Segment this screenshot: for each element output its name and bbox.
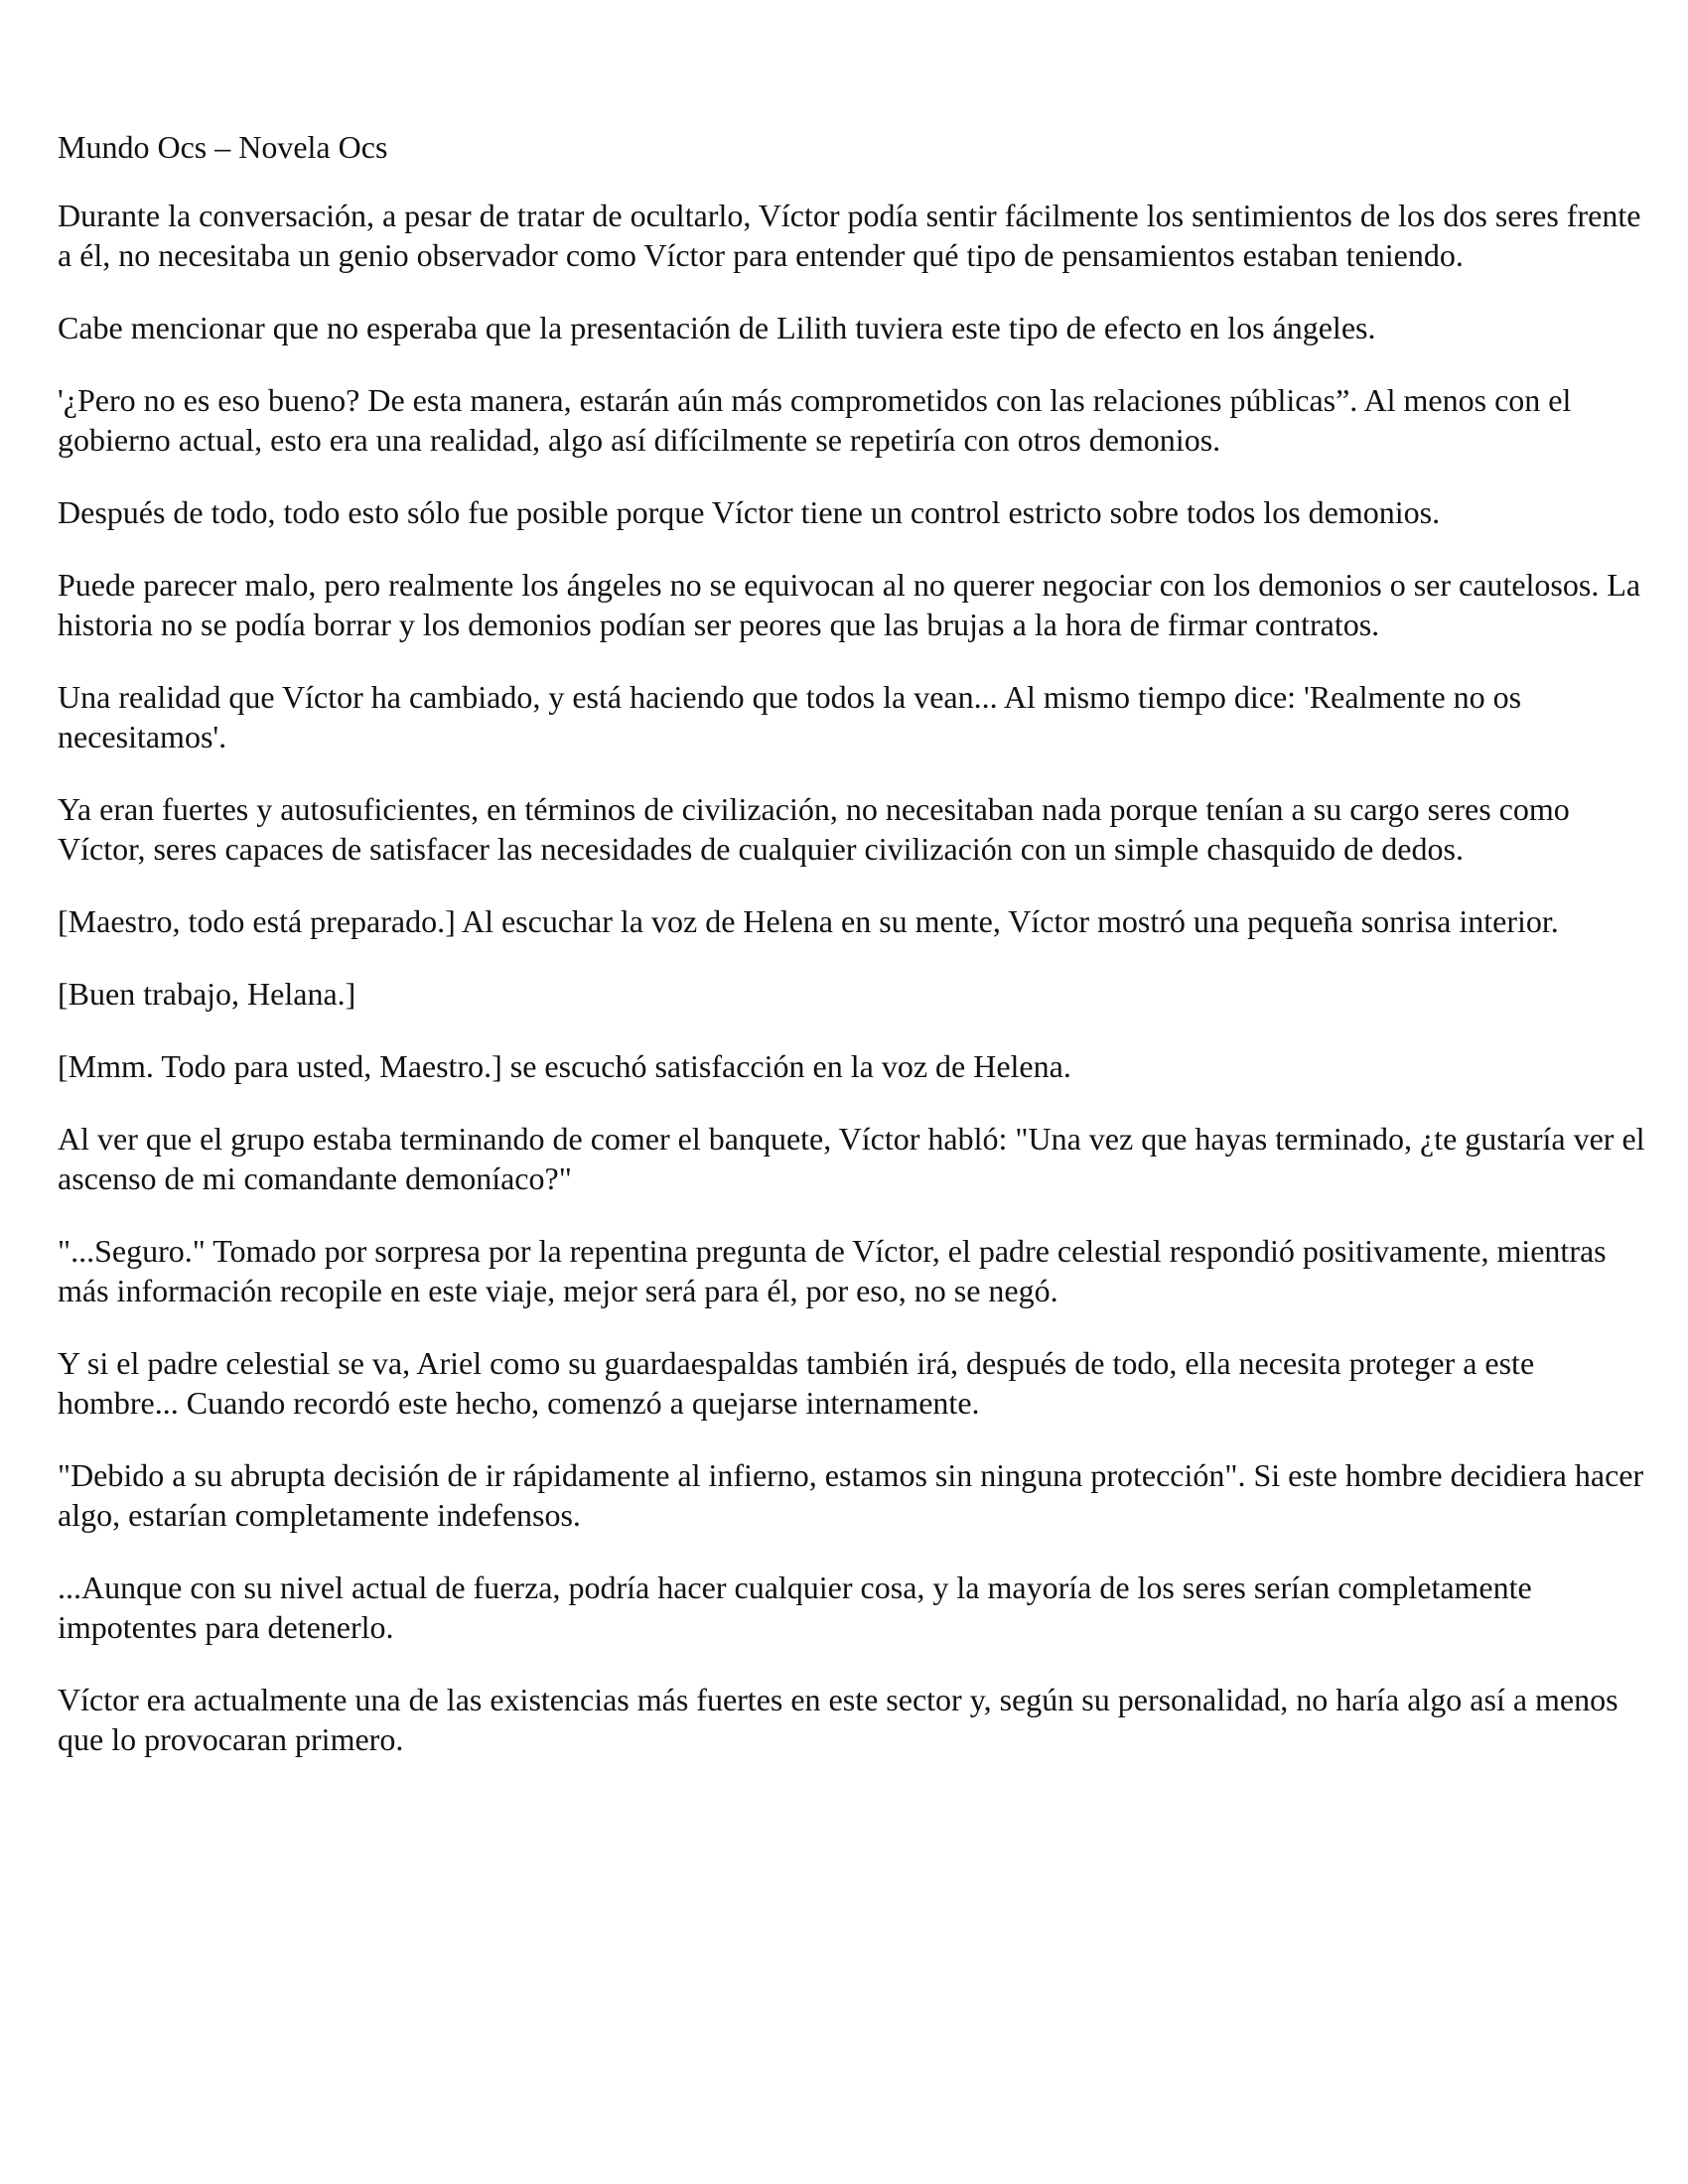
paragraph: "Debido a su abrupta decisión de ir rápidamente al infierno, estamos sin ninguna protección". Si este hombre decidiera hacer algo, estarían completamente indefensos.	[58, 1457, 1644, 1533]
paragraph: Cabe mencionar que no esperaba que la presentación de Lilith tuviera este tipo de efecto en los ángeles.	[58, 310, 1376, 345]
paragraph: '¿Pero no es eso bueno? De esta manera, estarán aún más comprometidos con las relaciones públicas”. Al menos con el gobierno actual, esto era una realidad, algo así difícilmente se repetiría con otros demonios.	[58, 382, 1572, 458]
paragraph: Ya eran fuertes y autosuficientes, en términos de civilización, no necesitaban nada porque tenían a su cargo seres como Víctor, seres capaces de satisfacer las necesidades de cualquier civilización con un simple chasquido de dedos.	[58, 791, 1570, 867]
paragraph: Al ver que el grupo estaba terminando de comer el banquete, Víctor habló: "Una vez que hayas terminado, ¿te gustaría ver el ascenso de mi comandante demoníaco?"	[58, 1121, 1645, 1196]
paragraph: Puede parecer malo, pero realmente los ángeles no se equivocan al no querer negociar con los demonios o ser cautelosos. La historia no se podía borrar y los demonios podían ser peores que las brujas a la hora de firmar contratos.	[58, 567, 1641, 642]
document-header: Mundo Ocs – Novela Ocs	[58, 129, 388, 165]
paragraph: [Mmm. Todo para usted, Maestro.] se escuchó satisfacción en la voz de Helena.	[58, 1048, 1071, 1084]
paragraph: Y si el padre celestial se va, Ariel como su guardaespaldas también irá, después de todo, ella necesita proteger a este hombre... Cuando recordó este hecho, comenzó a quejarse internamente.	[58, 1345, 1535, 1421]
paragraph: [Buen trabajo, Helana.]	[58, 976, 356, 1012]
paragraph: Víctor era actualmente una de las existencias más fuertes en este sector y, según su personalidad, no haría algo así a menos que lo provocaran primero.	[58, 1682, 1618, 1757]
paragraph: Después de todo, todo esto sólo fue posible porque Víctor tiene un control estricto sobre todos los demonios.	[58, 494, 1441, 530]
paragraph: Durante la conversación, a pesar de tratar de ocultarlo, Víctor podía sentir fácilmente los sentimientos de los dos seres frente a él, no necesitaba un genio observador como Víctor para entender qué tipo de pensamientos estaban teniendo.	[58, 198, 1641, 273]
document-page	[58, 127, 1646, 1792]
paragraph: "...Seguro." Tomado por sorpresa por la repentina pregunta de Víctor, el padre celestial respondió positivamente, mientras más información recopile en este viaje, mejor será para él, por eso, no se negó.	[58, 1233, 1607, 1308]
paragraph: Una realidad que Víctor ha cambiado, y está haciendo que todos la vean... Al mismo tiempo dice: 'Realmente no os necesitamos'.	[58, 679, 1522, 754]
paragraph: [Maestro, todo está preparado.] Al escuchar la voz de Helena en su mente, Víctor mostró una pequeña sonrisa interior.	[58, 903, 1559, 939]
paragraph: ...Aunque con su nivel actual de fuerza, podría hacer cualquier cosa, y la mayoría de los seres serían completamente impotentes para detenerlo.	[58, 1570, 1532, 1645]
